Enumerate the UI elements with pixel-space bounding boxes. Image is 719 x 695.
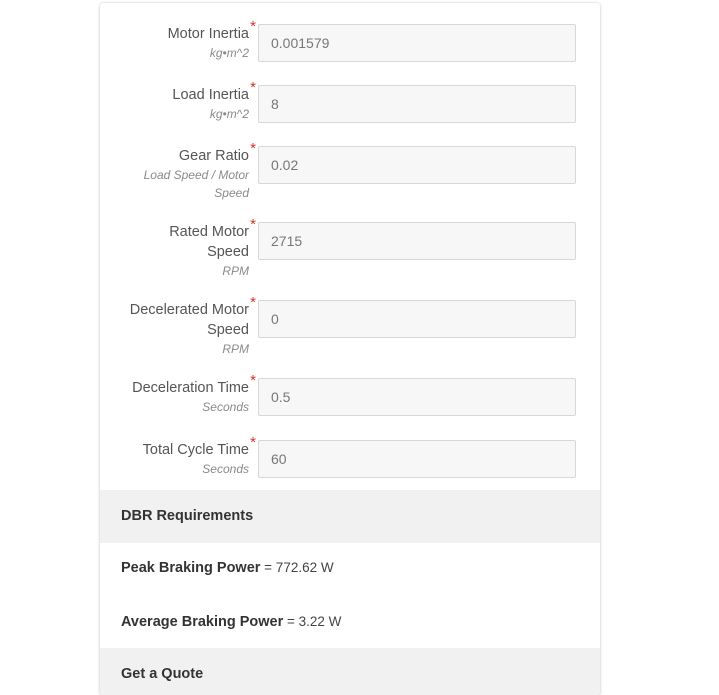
unit-label: Speed xyxy=(214,186,249,200)
get-a-quote-header xyxy=(100,648,600,695)
average-braking-power-value: = 3.22 W xyxy=(283,614,342,629)
average-braking-power-label: Average Braking Power xyxy=(121,614,284,630)
field-row-decelerated-motor-speed xyxy=(100,294,600,360)
peak-braking-power-value: = 772.62 W xyxy=(260,560,334,575)
motor-inertia-input[interactable] xyxy=(258,24,576,62)
label-line: Gear Ratio xyxy=(178,148,249,164)
label-line: Motor Inertia xyxy=(167,26,249,42)
label-line: Total Cycle Time xyxy=(142,442,249,458)
load-inertia-input[interactable] xyxy=(258,85,576,123)
required-marker: * xyxy=(250,294,256,311)
get-a-quote-title: Get a Quote xyxy=(121,666,204,682)
unit-label: kg•m^2 xyxy=(209,46,249,60)
calculator-card xyxy=(100,3,600,695)
unit-label: RPM xyxy=(222,264,249,278)
unit-label: RPM xyxy=(222,342,249,356)
label-line: Rated Motor xyxy=(169,224,249,240)
label-line: Speed xyxy=(207,322,249,338)
field-row-rated-motor-speed xyxy=(100,216,600,282)
required-marker: * xyxy=(250,372,256,389)
label-line: Speed xyxy=(207,244,249,260)
field-row-load-inertia xyxy=(100,79,600,125)
unit-label: Load Speed / Motor xyxy=(143,168,249,182)
required-marker: * xyxy=(250,18,256,35)
field-row-deceleration-time xyxy=(100,372,600,418)
field-row-total-cycle-time xyxy=(100,434,600,480)
field-label-total-cycle-time xyxy=(100,434,256,478)
field-label-motor-inertia xyxy=(100,18,256,62)
rated-motor-speed-input[interactable] xyxy=(258,222,576,260)
field-label-decelerated-motor-speed xyxy=(100,294,256,358)
deceleration-time-input[interactable] xyxy=(258,378,576,416)
average-braking-power-result xyxy=(121,614,341,630)
required-marker: * xyxy=(250,434,256,451)
label-line: Load Inertia xyxy=(172,87,249,103)
label-line: Deceleration Time xyxy=(132,380,249,396)
peak-braking-power-result xyxy=(121,560,334,576)
gear-ratio-input[interactable] xyxy=(258,146,576,184)
required-marker: * xyxy=(250,216,256,233)
field-label-deceleration-time xyxy=(100,372,256,416)
field-row-gear-ratio xyxy=(100,140,600,202)
field-label-gear-ratio xyxy=(100,140,256,202)
dbr-requirements-title: DBR Requirements xyxy=(121,508,254,524)
unit-label: kg•m^2 xyxy=(209,107,249,121)
field-row-motor-inertia xyxy=(100,18,600,64)
field-label-load-inertia xyxy=(100,79,256,123)
decelerated-motor-speed-input[interactable] xyxy=(258,300,576,338)
peak-braking-power-label: Peak Braking Power xyxy=(121,560,261,576)
dbr-requirements-header xyxy=(100,490,600,543)
unit-label: Seconds xyxy=(202,400,249,414)
unit-label: Seconds xyxy=(202,462,249,476)
required-marker: * xyxy=(250,79,256,96)
total-cycle-time-input[interactable] xyxy=(258,440,576,478)
field-label-rated-motor-speed xyxy=(100,216,256,280)
label-line: Decelerated Motor xyxy=(129,302,249,318)
required-marker: * xyxy=(250,140,256,157)
